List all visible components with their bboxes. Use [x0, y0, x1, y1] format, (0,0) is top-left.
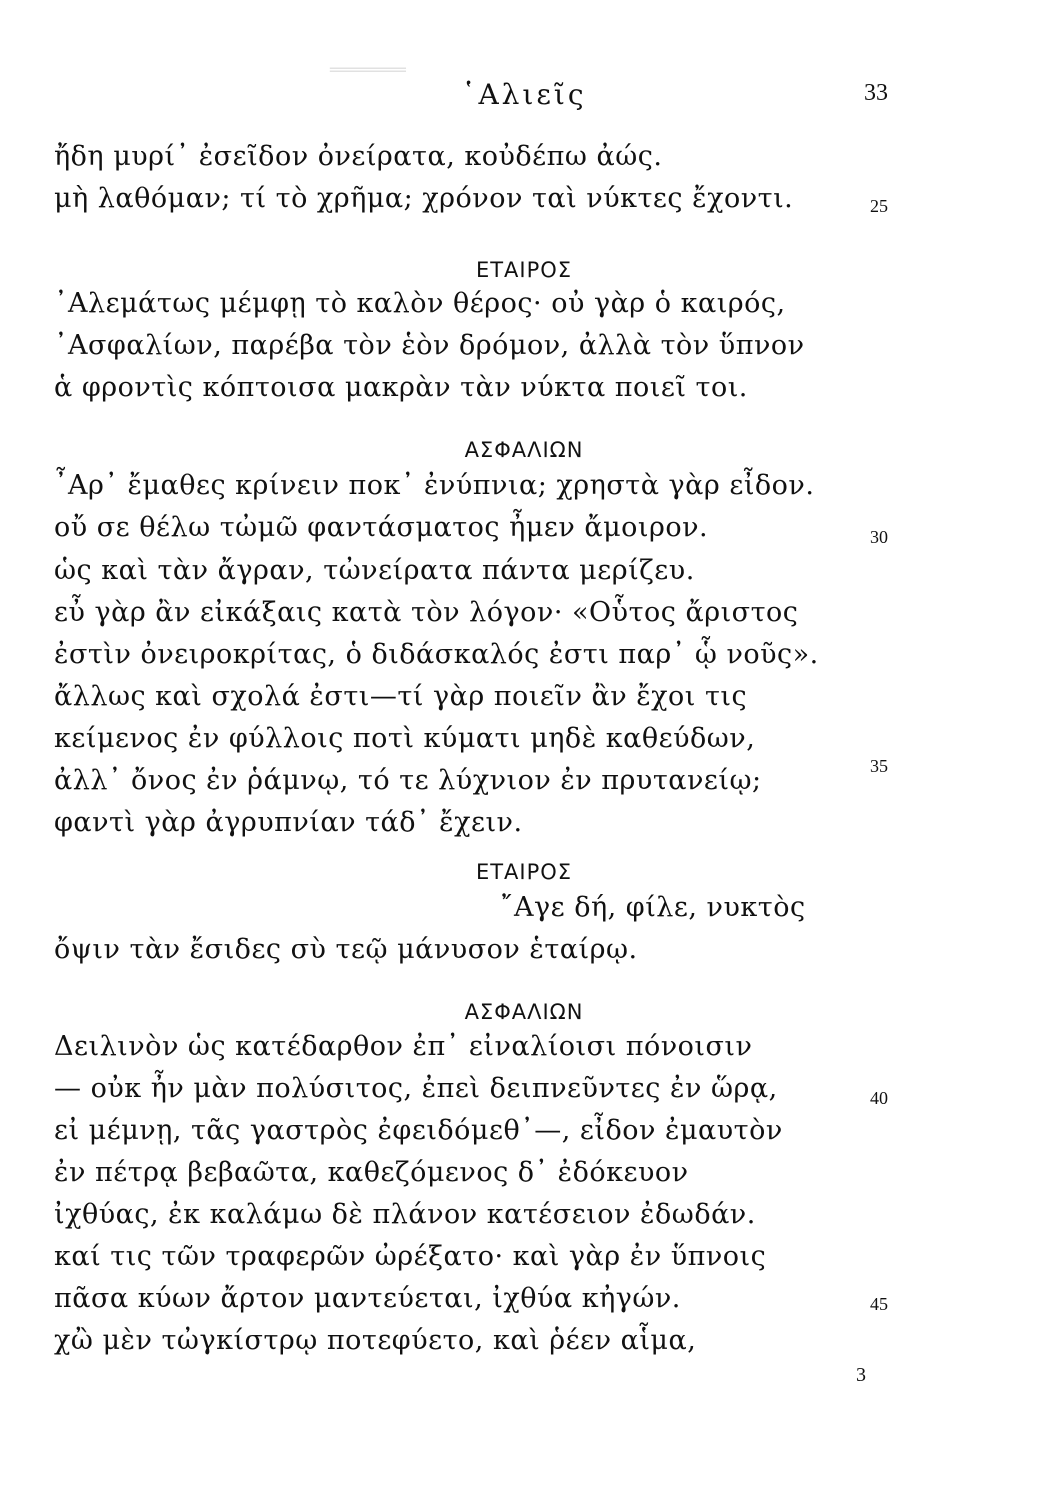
verse-line: ἰχθύας, ἐκ καλάμω δὲ πλάνον κατέσειον ἐδωδάν. — [54, 1199, 756, 1230]
verse-line: ᾽Αλεμάτως μέμφῃ τὸ καλὸν θέρος· οὐ γὰρ ὁ καιρός, — [54, 288, 786, 319]
verse-line: ἤδη μυρί᾽ ἐσεῖδον ὀνείρατα, κοὐδέπω ἀώς. — [54, 141, 663, 172]
verse-line: ῏Αρ᾽ ἔμαθες κρίνειν ποκ᾽ ἐνύπνια; χρηστὰ γὰρ εἶδον. — [54, 470, 815, 501]
line-number: 40 — [870, 1088, 888, 1108]
speaker-label: ΕΤΑΙΡΟΣ — [475, 860, 573, 884]
verse-line: ἐν πέτρᾳ βεβαῶτα, καθεζόμενος δ᾽ ἐδόκευον — [54, 1157, 689, 1188]
verse-line: ἀλλ᾽ ὄνος ἐν ῥάμνῳ, τό τε λύχνιον ἐν πρυτανείῳ; — [54, 765, 762, 796]
verse-line: ᾽Ασφαλίων, παρέβα τὸν ἑὸν δρόμον, ἀλλὰ τὸν ὕπνον — [54, 330, 805, 361]
line-number: 25 — [870, 196, 888, 216]
speaker-label: ΑΣΦΑΛΙΩΝ — [464, 1000, 584, 1024]
verse-line: ἄλλως καὶ σχολά ἐστι—τί γὰρ ποιεῖν ἂν ἔχοι τις — [54, 681, 748, 712]
line-number: 45 — [870, 1294, 888, 1314]
verse-line: εὖ γὰρ ἂν εἰκάξαις κατὰ τὸν λόγον· «Οὗτος ἄριστος — [54, 597, 799, 628]
verse-line: φαντὶ γὰρ ἀγρυπνίαν τάδ᾽ ἔχειν. — [54, 807, 523, 838]
verse-line: κείμενος ἐν φύλλοις ποτὶ κύματι μηδὲ καθεύδων, — [54, 723, 756, 754]
verse-line: ἐστὶν ὀνειροκρίτας, ὁ διδάσκαλός ἐστι παρ᾽ ᾧ νοῦς». — [54, 639, 819, 670]
verse-line: χὢ μὲν τὠγκίστρῳ ποτεφύετο, καὶ ῥέεν αἷμα, — [54, 1325, 697, 1356]
verse-line: οὔ σε θέλω τὠμῶ φαντάσματος ἦμεν ἄμοιρον. — [54, 512, 709, 543]
verse-line: ὡς καὶ τὰν ἄγραν, τὠνείρατα πάντα μερίζευ. — [54, 555, 695, 586]
speaker-label: ΕΤΑΙΡΟΣ — [475, 258, 573, 282]
bleed-through-text: ═══════ — [330, 60, 406, 81]
verse-line: ἁ φροντὶς κόπτοισα μακρὰν τὰν νύκτα ποιεῖ τοι. — [54, 372, 748, 403]
verse-line: — οὐκ ἦν μὰν πολύσιτος, ἐπεὶ δειπνεῦντες ἐν ὥρᾳ, — [54, 1073, 778, 1104]
verse-line: Δειλινὸν ὡς κατέδαρθον ἐπ᾽ εἰναλίοισι πόνοισιν — [54, 1031, 753, 1062]
running-head: ῾Αλιεῖς — [461, 78, 587, 111]
speaker-label: ΑΣΦΑΛΙΩΝ — [464, 438, 584, 462]
verse-line: μὴ λαθόμαν; τί τὸ χρῆμα; χρόνον ταὶ νύκτες ἔχοντι. — [54, 183, 794, 214]
verse-line: ὄψιν τὰν ἔσιδες σὺ τεῷ μάνυσον ἑταίρῳ. — [54, 934, 638, 965]
signature-mark: 3 — [856, 1364, 866, 1386]
verse-line: ῎Αγε δή, φίλε, νυκτὸς — [500, 892, 806, 923]
verse-line: εἰ μέμνῃ, τᾶς γαστρὸς ἐφειδόμεθ᾽—, εἶδον ἐμαυτὸν — [54, 1115, 783, 1146]
line-number: 35 — [870, 756, 888, 776]
verse-line: πᾶσα κύων ἄρτον μαντεύεται, ἰχθύα κἠγών. — [54, 1283, 681, 1314]
page-number: 33 — [864, 80, 888, 106]
line-number: 30 — [870, 527, 888, 547]
verse-line: καί τις τῶν τραφερῶν ὠρέξατο· καὶ γὰρ ἐν ὕπνοις — [54, 1241, 767, 1272]
